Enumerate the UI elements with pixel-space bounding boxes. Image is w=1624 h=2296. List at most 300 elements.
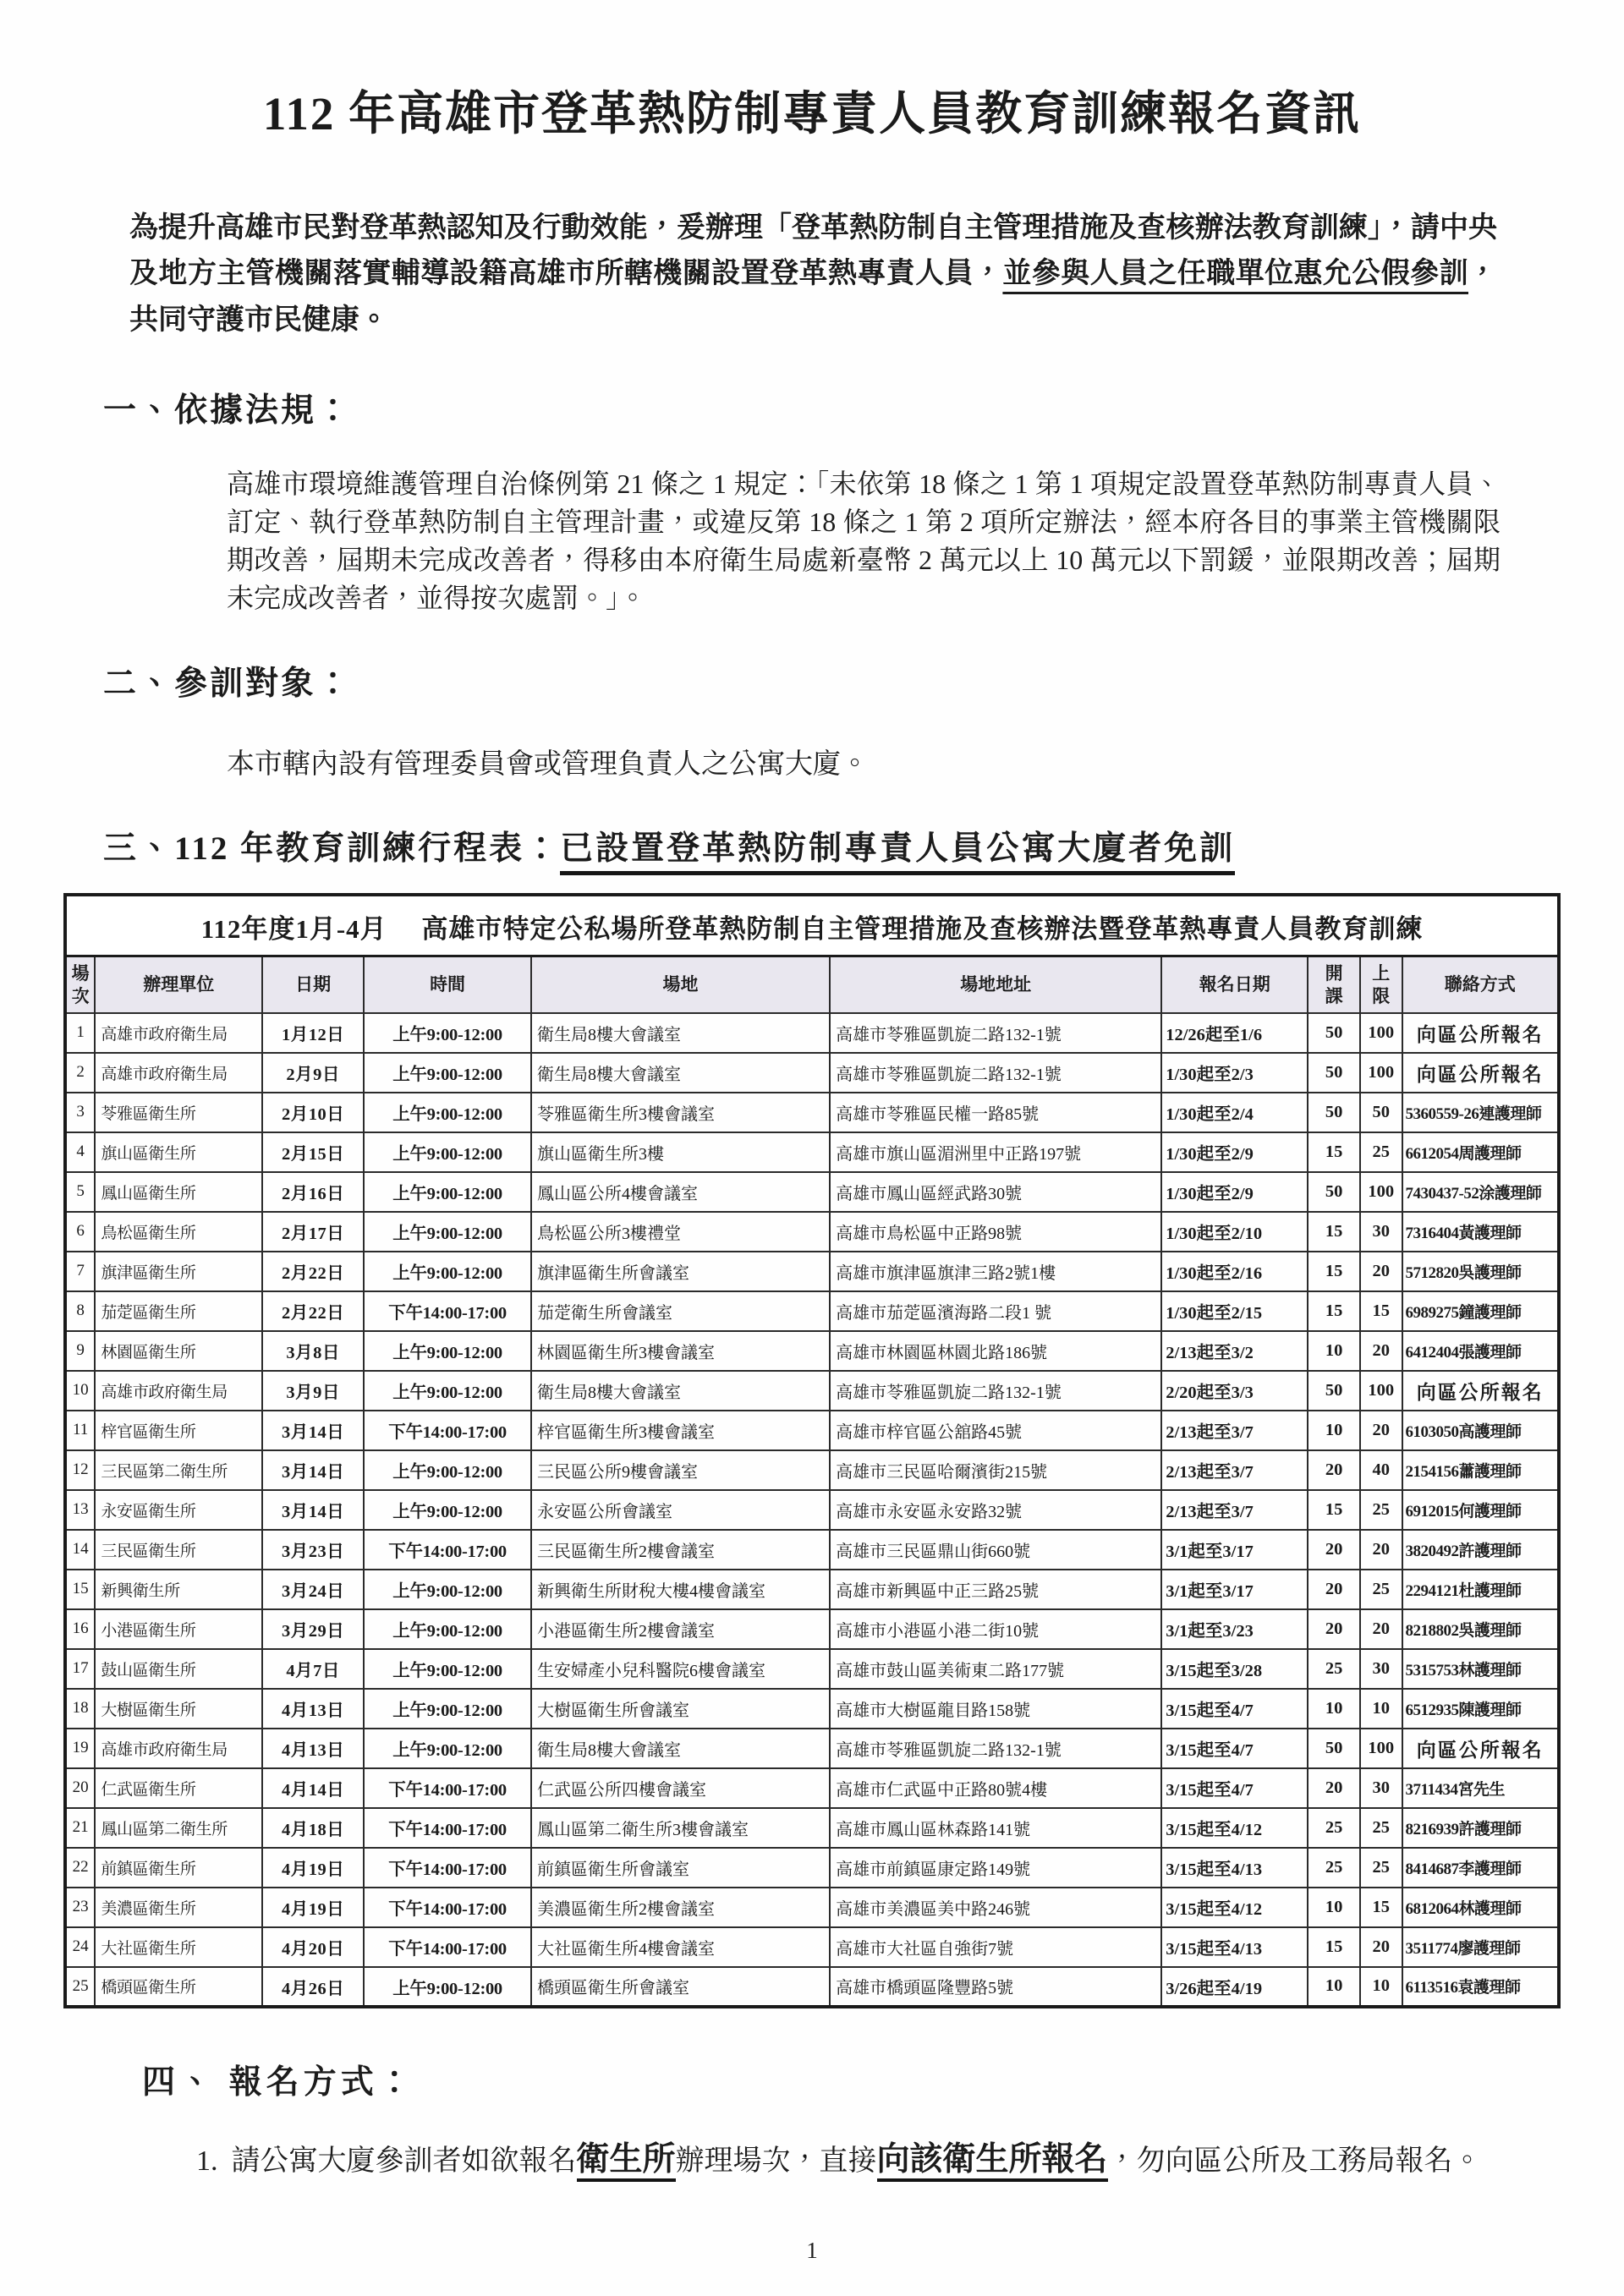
- cell-no: 21: [65, 1808, 95, 1848]
- cell-no: 1: [65, 1013, 95, 1053]
- cell-max: 10: [1360, 1967, 1402, 2007]
- intro-text-underlined: 並參與人員之任職單位惠允公假參訓: [1002, 258, 1468, 290]
- cell-contact: 6812064林護理師: [1402, 1888, 1559, 1927]
- cell-max: 100: [1360, 1729, 1402, 1768]
- cell-venue: 小港區衛生所2樓會議室: [531, 1609, 830, 1649]
- cell-venue: 生安婦產小兒科醫院6樓會議室: [531, 1649, 830, 1689]
- table-row: [65, 1649, 1559, 1689]
- cell-date: 4月14日: [262, 1768, 364, 1808]
- cell-no: 25: [65, 1967, 95, 2007]
- cell-venue: 新興衛生所財稅大樓4樓會議室: [531, 1570, 830, 1609]
- page-number: 1: [806, 2238, 818, 2263]
- section4-emphasized-text: 衛生所: [577, 2141, 676, 2182]
- section4-text: ，勿向區公所及工務局報名。: [1107, 2145, 1482, 2177]
- cell-address: 高雄市林園區林園北路186號: [830, 1331, 1161, 1371]
- cell-venue: 三民區公所9樓會議室: [531, 1450, 830, 1490]
- cell-time: 下午14:00-17:00: [364, 1888, 531, 1927]
- cell-time: 下午14:00-17:00: [364, 1927, 531, 1967]
- table-row: [65, 1053, 1559, 1093]
- page-title: 112 年高雄市登革熱防制專責人員教育訓練報名資訊: [262, 88, 1362, 140]
- cell-time: 下午14:00-17:00: [364, 1768, 531, 1808]
- cell-time: 下午14:00-17:00: [364, 1848, 531, 1888]
- cell-address: 高雄市美濃區美中路246號: [830, 1888, 1161, 1927]
- cell-venue: 衛生局8樓大會議室: [531, 1729, 830, 1768]
- cell-address: 高雄市苓雅區凱旋二路132-1號: [830, 1013, 1161, 1053]
- cell-contact: 6103050高護理師: [1402, 1411, 1559, 1450]
- section4-emphasized-text: 向該衛生所報名: [877, 2141, 1108, 2182]
- cell-max: 20: [1360, 1331, 1402, 1371]
- cell-address: 高雄市茄萣區濱海路二段1 號: [830, 1291, 1161, 1331]
- cell-address: 高雄市橋頭區隆豐路5號: [830, 1967, 1161, 2007]
- section4-heading: 四、 報名方式：: [142, 2063, 415, 2101]
- cell-venue: 衛生局8樓大會議室: [531, 1013, 830, 1053]
- cell-unit: 鳳山區衛生所: [95, 1172, 262, 1212]
- cell-reg: 3/15起至4/12: [1161, 1888, 1308, 1927]
- cell-min: 25: [1308, 1649, 1360, 1689]
- cell-address: 高雄市前鎮區康定路149號: [830, 1848, 1161, 1888]
- cell-date: 3月9日: [262, 1371, 364, 1411]
- cell-contact: 5712820吳護理師: [1402, 1252, 1559, 1291]
- section2-heading: 二、參訓對象：: [103, 666, 353, 703]
- cell-address: 高雄市苓雅區凱旋二路132-1號: [830, 1729, 1161, 1768]
- cell-date: 4月7日: [262, 1649, 364, 1689]
- cell-date: 4月18日: [262, 1808, 364, 1848]
- cell-reg: 3/15起至4/7: [1161, 1768, 1308, 1808]
- table-row: [65, 1609, 1559, 1649]
- cell-venue: 鳥松區公所3樓禮堂: [531, 1212, 830, 1252]
- column-header: 聯絡方式: [1402, 956, 1559, 1013]
- cell-unit: 橋頭區衛生所: [95, 1967, 262, 2007]
- cell-no: 9: [65, 1331, 95, 1371]
- cell-reg: 1/30起至2/4: [1161, 1093, 1308, 1132]
- cell-unit: 小港區衛生所: [95, 1609, 262, 1649]
- cell-contact: 7430437-52涂護理師: [1402, 1172, 1559, 1212]
- cell-date: 4月13日: [262, 1729, 364, 1768]
- cell-contact: 5315753林護理師: [1402, 1649, 1559, 1689]
- cell-no: 7: [65, 1252, 95, 1291]
- cell-contact: 向區公所報名: [1402, 1729, 1559, 1768]
- cell-unit: 旗津區衛生所: [95, 1252, 262, 1291]
- table-row: [65, 1888, 1559, 1927]
- section4-item: [196, 2129, 1497, 2191]
- table-row: [65, 1172, 1559, 1212]
- cell-date: 2月16日: [262, 1172, 364, 1212]
- table-row: [65, 1132, 1559, 1172]
- cell-min: 50: [1308, 1172, 1360, 1212]
- cell-min: 25: [1308, 1808, 1360, 1848]
- cell-date: 3月14日: [262, 1411, 364, 1450]
- cell-max: 20: [1360, 1411, 1402, 1450]
- cell-venue: 林園區衛生所3樓會議室: [531, 1331, 830, 1371]
- cell-min: 20: [1308, 1450, 1360, 1490]
- cell-reg: 3/15起至4/13: [1161, 1927, 1308, 1967]
- intro-text-pre: 為提升高雄市民對登革熱認知及行動效能，爰辦理「登革熱防制自主管理措施及查核辦法教育訓練」，請中央及地方主管機關落實輔導設籍高雄市所轄機關設置登革熱專責人員，: [129, 212, 1497, 290]
- cell-min: 15: [1308, 1132, 1360, 1172]
- table-row: [65, 1768, 1559, 1808]
- cell-venue: 橋頭區衛生所會議室: [531, 1967, 830, 2007]
- cell-unit: 永安區衛生所: [95, 1490, 262, 1530]
- table-row: [65, 1689, 1559, 1729]
- cell-contact: 6113516袁護理師: [1402, 1967, 1559, 2007]
- section3-heading-underlined: 已設置登革熱防制專責人員公寓大廈者免訓: [560, 830, 1235, 875]
- section3-heading-pre: 三、112 年教育訓練行程表：: [103, 830, 561, 868]
- cell-max: 10: [1360, 1689, 1402, 1729]
- cell-min: 25: [1308, 1848, 1360, 1888]
- cell-min: 20: [1308, 1768, 1360, 1808]
- cell-time: 上午9:00-12:00: [364, 1132, 531, 1172]
- cell-contact: 5360559-26連護理師: [1402, 1093, 1559, 1132]
- cell-contact: 8414687李護理師: [1402, 1848, 1559, 1888]
- intro-paragraph: [129, 205, 1497, 343]
- cell-reg: 3/1起至3/23: [1161, 1609, 1308, 1649]
- cell-date: 3月23日: [262, 1530, 364, 1570]
- cell-venue: 永安區公所會議室: [531, 1490, 830, 1530]
- cell-reg: 3/15起至4/13: [1161, 1848, 1308, 1888]
- cell-unit: 美濃區衛生所: [95, 1888, 262, 1927]
- table-title: 112年度1月-4月 高雄市特定公私場所登革熱防制自主管理措施及查核辦法暨登革熱專責人員教育訓練: [65, 895, 1559, 956]
- cell-min: 50: [1308, 1013, 1360, 1053]
- table-row: [65, 1808, 1559, 1848]
- cell-unit: 三民區衛生所: [95, 1530, 262, 1570]
- cell-contact: 向區公所報名: [1402, 1371, 1559, 1411]
- cell-reg: 3/15起至4/12: [1161, 1808, 1308, 1848]
- cell-reg: 3/1起至3/17: [1161, 1570, 1308, 1609]
- cell-address: 高雄市鳳山區經武路30號: [830, 1172, 1161, 1212]
- cell-no: 4: [65, 1132, 95, 1172]
- section1-heading: 一、依據法規：: [103, 392, 353, 430]
- section4-text: 請公寓大廈參訓者如欲報名: [231, 2145, 577, 2177]
- cell-no: 8: [65, 1291, 95, 1331]
- cell-time: 上午9:00-12:00: [364, 1729, 531, 1768]
- cell-date: 4月19日: [262, 1848, 364, 1888]
- cell-date: 4月26日: [262, 1967, 364, 2007]
- cell-max: 25: [1360, 1570, 1402, 1609]
- cell-venue: 大樹區衛生所會議室: [531, 1689, 830, 1729]
- cell-address: 高雄市旗津區旗津三路2號1樓: [830, 1252, 1161, 1291]
- table-row: [65, 1291, 1559, 1331]
- cell-contact: 2154156蕭護理師: [1402, 1450, 1559, 1490]
- cell-unit: 鳥松區衛生所: [95, 1212, 262, 1252]
- cell-address: 高雄市梓官區公舘路45號: [830, 1411, 1161, 1450]
- cell-no: 14: [65, 1530, 95, 1570]
- cell-reg: 3/15起至4/7: [1161, 1689, 1308, 1729]
- cell-no: 22: [65, 1848, 95, 1888]
- cell-contact: 8218802吳護理師: [1402, 1609, 1559, 1649]
- cell-unit: 高雄市政府衛生局: [95, 1053, 262, 1093]
- table-row: [65, 1490, 1559, 1530]
- cell-time: 上午9:00-12:00: [364, 1490, 531, 1530]
- column-header: 場 次: [65, 956, 95, 1013]
- cell-date: 2月22日: [262, 1291, 364, 1331]
- column-header: 日期: [262, 956, 364, 1013]
- cell-contact: 3511774廖護理師: [1402, 1927, 1559, 1967]
- cell-unit: 高雄市政府衛生局: [95, 1729, 262, 1768]
- cell-time: 上午9:00-12:00: [364, 1172, 531, 1212]
- cell-min: 15: [1308, 1252, 1360, 1291]
- cell-unit: 新興衛生所: [95, 1570, 262, 1609]
- cell-max: 20: [1360, 1252, 1402, 1291]
- column-header: 場地地址: [830, 956, 1161, 1013]
- table-row: [65, 1927, 1559, 1967]
- cell-contact: 6412404張護理師: [1402, 1331, 1559, 1371]
- cell-reg: 1/30起至2/10: [1161, 1212, 1308, 1252]
- cell-reg: 1/30起至2/9: [1161, 1132, 1308, 1172]
- cell-contact: 6612054周護理師: [1402, 1132, 1559, 1172]
- cell-no: 12: [65, 1450, 95, 1490]
- cell-unit: 前鎮區衛生所: [95, 1848, 262, 1888]
- cell-no: 16: [65, 1609, 95, 1649]
- cell-contact: 8216939許護理師: [1402, 1808, 1559, 1848]
- cell-venue: 鳳山區公所4樓會議室: [531, 1172, 830, 1212]
- cell-unit: 鳳山區第二衛生所: [95, 1808, 262, 1848]
- cell-date: 2月17日: [262, 1212, 364, 1252]
- cell-max: 30: [1360, 1212, 1402, 1252]
- cell-unit: 林園區衛生所: [95, 1331, 262, 1371]
- cell-venue: 三民區衛生所2樓會議室: [531, 1530, 830, 1570]
- table-row: [65, 1848, 1559, 1888]
- cell-min: 10: [1308, 1689, 1360, 1729]
- cell-max: 15: [1360, 1888, 1402, 1927]
- cell-no: 2: [65, 1053, 95, 1093]
- table-row: [65, 1729, 1559, 1768]
- cell-unit: 高雄市政府衛生局: [95, 1371, 262, 1411]
- cell-no: 5: [65, 1172, 95, 1212]
- column-header: 場地: [531, 956, 830, 1013]
- cell-max: 25: [1360, 1808, 1402, 1848]
- cell-no: 17: [65, 1649, 95, 1689]
- cell-min: 15: [1308, 1927, 1360, 1967]
- cell-no: 20: [65, 1768, 95, 1808]
- section3-heading: [103, 822, 1624, 869]
- cell-date: 3月14日: [262, 1490, 364, 1530]
- cell-date: 3月8日: [262, 1331, 364, 1371]
- cell-min: 50: [1308, 1053, 1360, 1093]
- cell-address: 高雄市大社區自強街7號: [830, 1927, 1161, 1967]
- cell-no: 24: [65, 1927, 95, 1967]
- table-title-row: [65, 895, 1559, 956]
- table-row: [65, 1411, 1559, 1450]
- cell-min: 50: [1308, 1371, 1360, 1411]
- cell-time: 上午9:00-12:00: [364, 1570, 531, 1609]
- cell-reg: 1/30起至2/9: [1161, 1172, 1308, 1212]
- cell-venue: 美濃區衛生所2樓會議室: [531, 1888, 830, 1927]
- cell-time: 上午9:00-12:00: [364, 1053, 531, 1093]
- cell-venue: 旗津區衛生所會議室: [531, 1252, 830, 1291]
- table-row: [65, 1093, 1559, 1132]
- cell-venue: 旗山區衛生所3樓: [531, 1132, 830, 1172]
- cell-address: 高雄市鼓山區美術東二路177號: [830, 1649, 1161, 1689]
- cell-min: 20: [1308, 1530, 1360, 1570]
- cell-address: 高雄市鳥松區中正路98號: [830, 1212, 1161, 1252]
- cell-min: 15: [1308, 1212, 1360, 1252]
- cell-reg: 1/30起至2/15: [1161, 1291, 1308, 1331]
- cell-max: 100: [1360, 1371, 1402, 1411]
- cell-reg: 1/30起至2/3: [1161, 1053, 1308, 1093]
- cell-reg: 3/15起至4/7: [1161, 1729, 1308, 1768]
- cell-max: 20: [1360, 1530, 1402, 1570]
- cell-contact: 向區公所報名: [1402, 1013, 1559, 1053]
- table-row: [65, 1331, 1559, 1371]
- cell-contact: 6512935陳護理師: [1402, 1689, 1559, 1729]
- cell-min: 15: [1308, 1291, 1360, 1331]
- cell-max: 15: [1360, 1291, 1402, 1331]
- cell-address: 高雄市永安區永安路32號: [830, 1490, 1161, 1530]
- cell-max: 25: [1360, 1132, 1402, 1172]
- cell-max: 30: [1360, 1768, 1402, 1808]
- column-header: 報名日期: [1161, 956, 1308, 1013]
- cell-address: 高雄市苓雅區民權一路85號: [830, 1093, 1161, 1132]
- cell-reg: 3/1起至3/17: [1161, 1530, 1308, 1570]
- cell-date: 2月15日: [262, 1132, 364, 1172]
- cell-reg: 2/13起至3/7: [1161, 1411, 1308, 1450]
- cell-date: 4月13日: [262, 1689, 364, 1729]
- cell-max: 25: [1360, 1848, 1402, 1888]
- cell-venue: 衛生局8樓大會議室: [531, 1371, 830, 1411]
- cell-reg: 1/30起至2/16: [1161, 1252, 1308, 1291]
- cell-venue: 前鎮區衛生所會議室: [531, 1848, 830, 1888]
- cell-time: 下午14:00-17:00: [364, 1530, 531, 1570]
- cell-max: 100: [1360, 1013, 1402, 1053]
- cell-venue: 苓雅區衛生所3樓會議室: [531, 1093, 830, 1132]
- cell-venue: 梓官區衛生所3樓會議室: [531, 1411, 830, 1450]
- cell-unit: 梓官區衛生所: [95, 1411, 262, 1450]
- cell-time: 上午9:00-12:00: [364, 1371, 531, 1411]
- column-header: 開 課: [1308, 956, 1360, 1013]
- cell-no: 19: [65, 1729, 95, 1768]
- cell-unit: 高雄市政府衛生局: [95, 1013, 262, 1053]
- cell-unit: 大樹區衛生所: [95, 1689, 262, 1729]
- section1-body: 高雄市環境維護管理自治條例第 21 條之 1 規定：「未依第 18 條之 1 第 1 項規定設置登革熱防制專責人員、訂定、執行登革熱防制自主管理計畫，或違反第 18 條之 1 第 2 項所定辦法，經本府各目的事業主管機關限期改善，屆期未完成改善者，得移由本府衛生局處新臺幣 2 萬元以上 10 萬元以下罰鍰，並限期改善；屆期未完成改善者，並得按次處罰。」。: [227, 469, 1501, 613]
- cell-time: 上午9:00-12:00: [364, 1331, 531, 1371]
- cell-max: 40: [1360, 1450, 1402, 1490]
- cell-date: 2月22日: [262, 1252, 364, 1291]
- cell-no: 11: [65, 1411, 95, 1450]
- cell-min: 10: [1308, 1411, 1360, 1450]
- cell-reg: 3/15起至3/28: [1161, 1649, 1308, 1689]
- cell-address: 高雄市三民區哈爾濱街215號: [830, 1450, 1161, 1490]
- column-header: 時間: [364, 956, 531, 1013]
- cell-min: 50: [1308, 1093, 1360, 1132]
- cell-max: 25: [1360, 1490, 1402, 1530]
- cell-contact: 向區公所報名: [1402, 1053, 1559, 1093]
- cell-no: 23: [65, 1888, 95, 1927]
- cell-venue: 衛生局8樓大會議室: [531, 1053, 830, 1093]
- cell-date: 4月19日: [262, 1888, 364, 1927]
- cell-contact: 2294121杜護理師: [1402, 1570, 1559, 1609]
- cell-address: 高雄市仁武區中正路80號4樓: [830, 1768, 1161, 1808]
- cell-address: 高雄市小港區小港二街10號: [830, 1609, 1161, 1649]
- cell-min: 15: [1308, 1490, 1360, 1530]
- cell-date: 3月29日: [262, 1609, 364, 1649]
- cell-max: 20: [1360, 1609, 1402, 1649]
- table-row: [65, 1252, 1559, 1291]
- cell-min: 50: [1308, 1729, 1360, 1768]
- cell-time: 上午9:00-12:00: [364, 1967, 531, 2007]
- intro-text-post: ，共同守護市民健康。: [129, 258, 1497, 336]
- table-row: [65, 1570, 1559, 1609]
- column-header: 辦理單位: [95, 956, 262, 1013]
- cell-reg: 2/13起至3/7: [1161, 1490, 1308, 1530]
- cell-venue: 茄萣衛生所會議室: [531, 1291, 830, 1331]
- cell-reg: 2/13起至3/7: [1161, 1450, 1308, 1490]
- cell-no: 6: [65, 1212, 95, 1252]
- section2-body: 本市轄內設有管理委員會或管理負責人之公寓大廈。: [227, 749, 869, 781]
- cell-date: 3月14日: [262, 1450, 364, 1490]
- cell-contact: 6912015何護理師: [1402, 1490, 1559, 1530]
- cell-time: 上午9:00-12:00: [364, 1450, 531, 1490]
- cell-no: 18: [65, 1689, 95, 1729]
- cell-time: 下午14:00-17:00: [364, 1411, 531, 1450]
- cell-unit: 旗山區衛生所: [95, 1132, 262, 1172]
- cell-time: 下午14:00-17:00: [364, 1808, 531, 1848]
- cell-address: 高雄市鳳山區林森路141號: [830, 1808, 1161, 1848]
- cell-date: 2月10日: [262, 1093, 364, 1132]
- cell-date: 2月9日: [262, 1053, 364, 1093]
- table-row: [65, 1967, 1559, 2007]
- cell-date: 3月24日: [262, 1570, 364, 1609]
- table-row: [65, 1013, 1559, 1053]
- cell-address: 高雄市旗山區湄洲里中正路197號: [830, 1132, 1161, 1172]
- cell-date: 4月20日: [262, 1927, 364, 1967]
- cell-min: 10: [1308, 1331, 1360, 1371]
- cell-address: 高雄市三民區鼎山街660號: [830, 1530, 1161, 1570]
- cell-unit: 苓雅區衛生所: [95, 1093, 262, 1132]
- table-row: [65, 1371, 1559, 1411]
- cell-min: 20: [1308, 1570, 1360, 1609]
- cell-reg: 2/20起至3/3: [1161, 1371, 1308, 1411]
- cell-reg: 12/26起至1/6: [1161, 1013, 1308, 1053]
- cell-time: 上午9:00-12:00: [364, 1609, 531, 1649]
- table-row: [65, 1530, 1559, 1570]
- cell-contact: 7316404黃護理師: [1402, 1212, 1559, 1252]
- cell-reg: 3/26起至4/19: [1161, 1967, 1308, 2007]
- table-row: [65, 1450, 1559, 1490]
- column-header: 上 限: [1360, 956, 1402, 1013]
- cell-max: 50: [1360, 1093, 1402, 1132]
- cell-unit: 仁武區衛生所: [95, 1768, 262, 1808]
- cell-no: 15: [65, 1570, 95, 1609]
- section4-text: 辦理場次，直接: [675, 2145, 877, 2177]
- cell-contact: 3711434宮先生: [1402, 1768, 1559, 1808]
- cell-max: 100: [1360, 1172, 1402, 1212]
- cell-no: 10: [65, 1371, 95, 1411]
- cell-venue: 大社區衛生所4樓會議室: [531, 1927, 830, 1967]
- cell-no: 13: [65, 1490, 95, 1530]
- cell-max: 20: [1360, 1927, 1402, 1967]
- section4-item-number: 1.: [196, 2145, 218, 2177]
- cell-min: 10: [1308, 1967, 1360, 2007]
- cell-address: 高雄市新興區中正三路25號: [830, 1570, 1161, 1609]
- cell-time: 上午9:00-12:00: [364, 1252, 531, 1291]
- cell-unit: 鼓山區衛生所: [95, 1649, 262, 1689]
- cell-unit: 大社區衛生所: [95, 1927, 262, 1967]
- cell-time: 上午9:00-12:00: [364, 1013, 531, 1053]
- cell-reg: 2/13起至3/2: [1161, 1331, 1308, 1371]
- cell-contact: 6989275鐘護理師: [1402, 1291, 1559, 1331]
- cell-min: 20: [1308, 1609, 1360, 1649]
- cell-date: 1月12日: [262, 1013, 364, 1053]
- cell-time: 下午14:00-17:00: [364, 1291, 531, 1331]
- cell-venue: 仁武區公所四樓會議室: [531, 1768, 830, 1808]
- cell-time: 上午9:00-12:00: [364, 1689, 531, 1729]
- cell-unit: 三民區第二衛生所: [95, 1450, 262, 1490]
- cell-max: 30: [1360, 1649, 1402, 1689]
- cell-contact: 3820492許護理師: [1402, 1530, 1559, 1570]
- cell-address: 高雄市苓雅區凱旋二路132-1號: [830, 1053, 1161, 1093]
- cell-address: 高雄市大樹區龍目路158號: [830, 1689, 1161, 1729]
- cell-time: 上午9:00-12:00: [364, 1093, 531, 1132]
- cell-no: 3: [65, 1093, 95, 1132]
